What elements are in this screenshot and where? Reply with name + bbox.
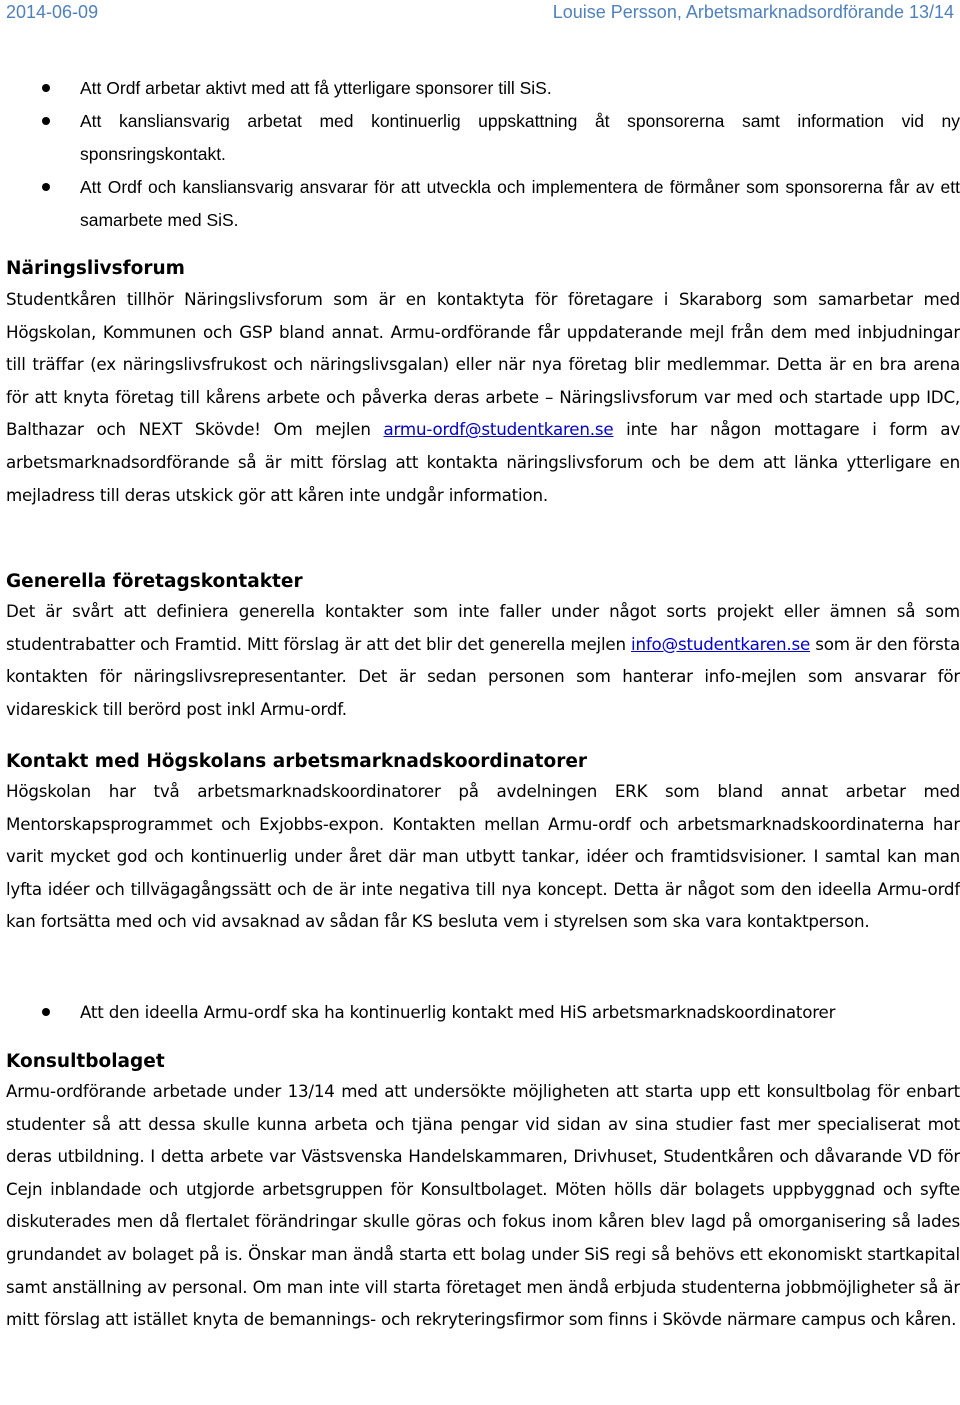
bullet-icon (42, 183, 50, 191)
sponsor-bullet-list (0, 72, 960, 237)
list-item: Att Ordf arbetar aktivt med att få ytterligare sponsorer till SiS. (0, 72, 960, 105)
section-konsultbolaget (6, 1051, 960, 1336)
header-author: Louise Persson, Arbetsmarknadsordförande 13/14 (552, 2, 954, 22)
page-header (6, 2, 954, 28)
section-paragraph: Det är svårt att definiera generella kontakter som inte faller under något sorts projekt eller ämnen så som studentrabatter och Framtid. Mitt förslag är att det blir det generella mejlen info@studentkaren.se som är den första kontakten för näringslivsrepresentanter. Det är sedan personen som hanterar info-mejlen som ansvarar för vidareskick till berörd post inkl Armu-ordf. (6, 601, 960, 719)
section-heading: Kontakt med Högskolans arbetsmarknadskoordinatorer (6, 751, 588, 772)
header-date: 2014-06-09 (6, 2, 99, 22)
section-paragraph: Studentkåren tillhör Näringslivsforum som är en kontaktyta för företagare i Skaraborg som samarbetar med Högskolan, Kommunen och GSP bland annat. Armu-ordförande får uppdaterande mejl från dem med inbjudningar till träffar (ex näringslivsfrukost och näringslivsgalan) eller när nya företag blir medlemmar. Detta är en bra arena för att knyta företag till kårens arbete och påverka deras arbete – Näringslivsforum var med och startade upp IDC, Balthazar och NEXT Skövde! Om mejlen armu-ordf@studentkaren.se inte har någon mottagare i form av arbetsmarknadsordförande så är mitt förslag att kontakta näringslivsforum och be dem att länka ytterligare en mejladress till deras utskick gör att kåren inte undgår information. (6, 289, 960, 505)
section-heading: Näringslivsforum (6, 258, 185, 279)
section-heading: Generella företagskontakter (6, 571, 303, 592)
section-naringslivsforum (6, 258, 960, 511)
email-link[interactable]: info@studentkaren.se (631, 633, 811, 654)
hogskolan-bullet-list (0, 996, 960, 1029)
list-item: Att kansliansvarig arbetat med kontinuerlig uppskattning åt sponsorerna samt information vid ny sponsringskontakt. (0, 105, 960, 171)
list-item: Att den ideella Armu-ordf ska ha kontinuerlig kontakt med HiS arbetsmarknadskoordinatorer (0, 996, 960, 1029)
section-paragraph: Armu-ordförande arbetade under 13/14 med att undersökte möjligheten att starta upp ett konsultbolag för enbart studenter så att dessa skulle kunna arbeta och tjäna pengar vid sidan av sina studier fast mer specialiserat mot deras utbildning. I detta arbete var Västsvenska Handelskammaren, Drivhuset, Studentkåren och dåvarande VD för Cejn inblandade och utgjorde arbetsgruppen för Konsultbolaget. Möten hölls där bolagets uppbyggnad och syfte diskuterades men då flertalet förändringar skulle göras och fokus inom kåren blev lagd på omorganisering så lades grundandet av bolaget på is. Önskar man ändå starta ett bolag under SiS regi så behövs ett ekonomiskt startkapital samt anställning av personal. Om man inte vill starta företaget men ändå erbjuda studenterna jobbmöjligheter så är mitt förslag att istället knyta de bemannings- och rekryteringsfirmor som finns i Skövde närmare campus och kåren. (6, 1081, 960, 1330)
bullet-icon (42, 1008, 50, 1016)
section-paragraph: Högskolan har två arbetsmarknadskoordinatorer på avdelningen ERK som bland annat arbetar med Mentorskapsprogrammet och Exjobbs-expon. Kontakten mellan Armu-ordf och arbetsmarknadskoordinaterna har varit mycket god och kontinuerlig under året där man utbytt tankar, idéer och framtidsvisioner. I samtal kan man lyfta idéer och tillvägagångssätt och de är inte negativa till nya koncept. Detta är något som den ideella Armu-ordf kan fortsätta med och vid avsaknad av sådan får KS besluta vem i styrelsen som ska vara kontaktperson. (6, 781, 960, 932)
bullet-icon (42, 117, 50, 125)
section-hogskolan-kontakt (6, 751, 960, 938)
list-item: Att Ordf och kansliansvarig ansvarar för att utveckla och implementera de förmåner som sponsorerna får av ett samarbete med SiS. (0, 171, 960, 237)
section-heading: Konsultbolaget (6, 1051, 165, 1072)
section-generella-foretagskontakter (6, 571, 960, 725)
bullet-icon (42, 84, 50, 92)
email-link[interactable]: armu-ordf@studentkaren.se (383, 419, 614, 440)
